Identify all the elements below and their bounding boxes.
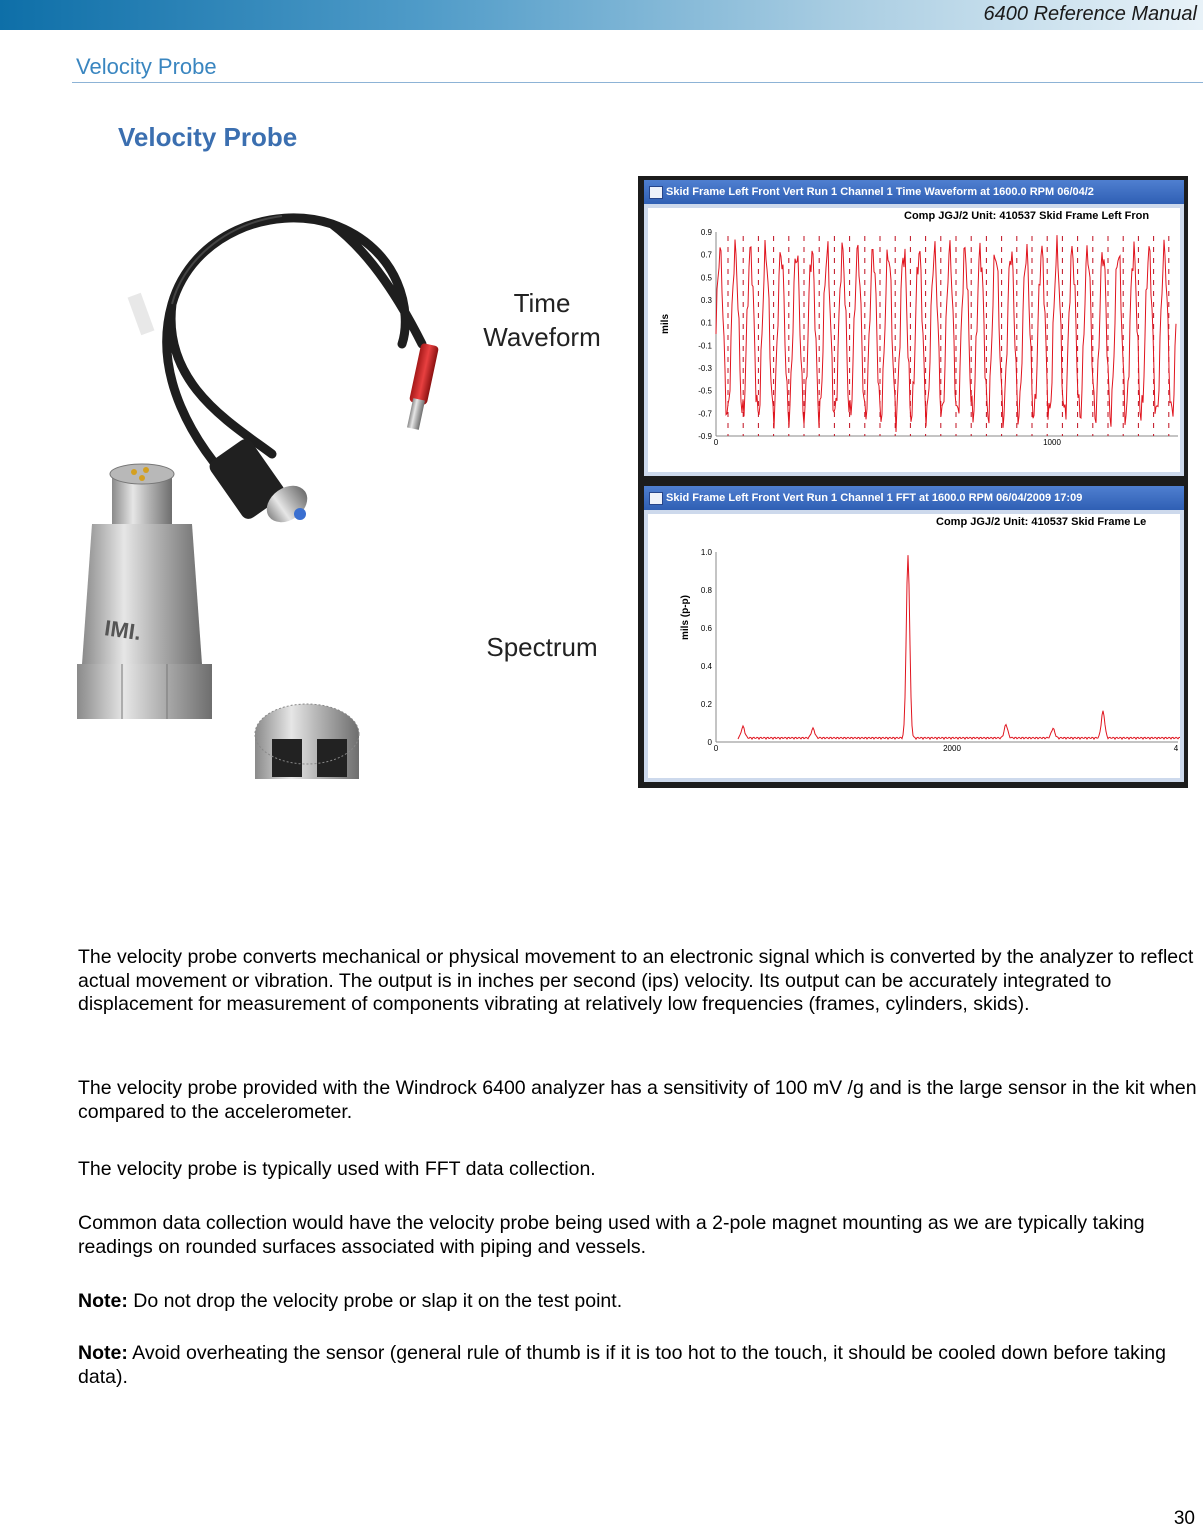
chart-window-icon <box>649 186 663 199</box>
note-label: Note: <box>78 1290 128 1312</box>
spectrum-trace <box>738 555 1180 739</box>
note-label: Note: <box>78 1342 128 1364</box>
spectrum-subtitle: Comp JGJ/2 Unit: 410537 Skid Frame Le <box>936 516 1147 528</box>
note <box>78 1342 1200 1389</box>
paragraph: The velocity probe is typically used with FFT data collection. <box>78 1158 596 1180</box>
waveform-subtitle: Comp JGJ/2 Unit: 410537 Skid Frame Left Fron <box>904 210 1150 222</box>
velocity-probe-figure <box>72 104 1203 804</box>
spectrum-window-titlebar: Skid Frame Left Front Vert Run 1 Channel 1 FFT at 1600.0 RPM 06/04/2009 17:09 <box>644 486 1184 510</box>
spectrum-label: Spectrum <box>486 632 598 662</box>
y-tick-label: 0.5 <box>700 273 712 283</box>
x-tick-label: 1000 <box>1043 438 1061 447</box>
page-number: 30 <box>1173 1508 1195 1529</box>
magnet-cap <box>255 704 359 779</box>
y-tick-label: -0.3 <box>698 364 712 373</box>
note <box>78 1290 1200 1314</box>
chart-window-icon <box>649 492 663 505</box>
waveform-label: Time Waveform <box>483 288 601 352</box>
y-tick-label: 0.9 <box>700 228 712 237</box>
y-tick-label: 1.0 <box>700 548 712 557</box>
x-tick-label: 0 <box>713 744 719 753</box>
waveform-plot-area <box>648 208 1180 472</box>
spectrum-chart <box>648 514 1180 778</box>
y-tick-label: 0.4 <box>700 662 712 671</box>
figure-title: Velocity Probe <box>118 122 298 152</box>
spectrum-window <box>644 486 1184 782</box>
probe-photo <box>72 194 472 794</box>
y-tick-label: 0.7 <box>700 250 712 260</box>
y-axis-label: mils <box>660 313 671 334</box>
sensor-body <box>77 464 212 719</box>
section-title: Velocity Probe <box>76 54 217 79</box>
y-tick-label: 0 <box>707 738 712 747</box>
section-divider <box>72 82 1203 83</box>
y-tick-label: -0.5 <box>698 386 712 396</box>
y-tick-label: 0.2 <box>700 700 712 709</box>
cable-red-connector <box>409 343 439 405</box>
waveform-trace <box>716 235 1176 432</box>
waveform-window-titlebar: Skid Frame Left Front Vert Run 1 Channel 1 Time Waveform at 1600.0 RPM 06/04/2 <box>644 180 1184 204</box>
note-text: Avoid overheating the sensor (general rule of thumb is if it is too hot to the touch, it should be cooled down before taking data). <box>78 1342 1166 1388</box>
svg-text:IMI.: IMI. <box>102 615 143 646</box>
cable <box>167 218 422 494</box>
y-tick-label: 0.1 <box>700 318 712 328</box>
waveform-window <box>644 180 1184 476</box>
y-tick-label: -0.9 <box>698 432 712 441</box>
y-tick-label: -0.1 <box>698 341 712 351</box>
body-text <box>78 946 1200 1017</box>
x-tick-label: 2000 <box>943 744 961 753</box>
y-tick-label: 0.3 <box>700 296 712 305</box>
y-axis-label: mils (p-p) <box>680 595 691 640</box>
body-text <box>78 1158 1200 1182</box>
analyzer-screens <box>638 176 1188 788</box>
paragraph: Common data collection would have the velocity probe being used with a 2-pole magnet mounting as we are typically taking readings on rounded surfaces associated with piping and vessels. <box>78 1212 1145 1258</box>
paragraph: The velocity probe converts mechanical or physical movement to an electronic signal which is converted by the analyzer to reflect actual movement or vibration. The output is in inches per second (ips) velocity. Its output can be accurately integrated to displacement for measurement of components vibrating at relatively low frequencies (frames, cylinders, skids). <box>78 946 1194 1015</box>
manual-title: 6400 Reference Manual <box>983 3 1197 25</box>
spectrum-plot-area <box>648 514 1180 778</box>
y-tick-label: 0.8 <box>700 586 712 595</box>
body-text <box>78 1077 1200 1124</box>
paragraph: The velocity probe provided with the Windrock 6400 analyzer has a sensitivity of 100 mV /g and is the large sensor in the kit when compared to the accelerometer. <box>78 1077 1197 1123</box>
x-tick-label: 4 <box>1173 744 1179 753</box>
waveform-chart <box>648 208 1180 472</box>
y-tick-label: -0.7 <box>698 409 712 419</box>
body-text <box>78 1212 1200 1259</box>
x-tick-label: 0 <box>713 438 719 447</box>
y-tick-label: 0.6 <box>700 624 712 633</box>
note-text: Do not drop the velocity probe or slap it on the test point. <box>127 1290 623 1312</box>
